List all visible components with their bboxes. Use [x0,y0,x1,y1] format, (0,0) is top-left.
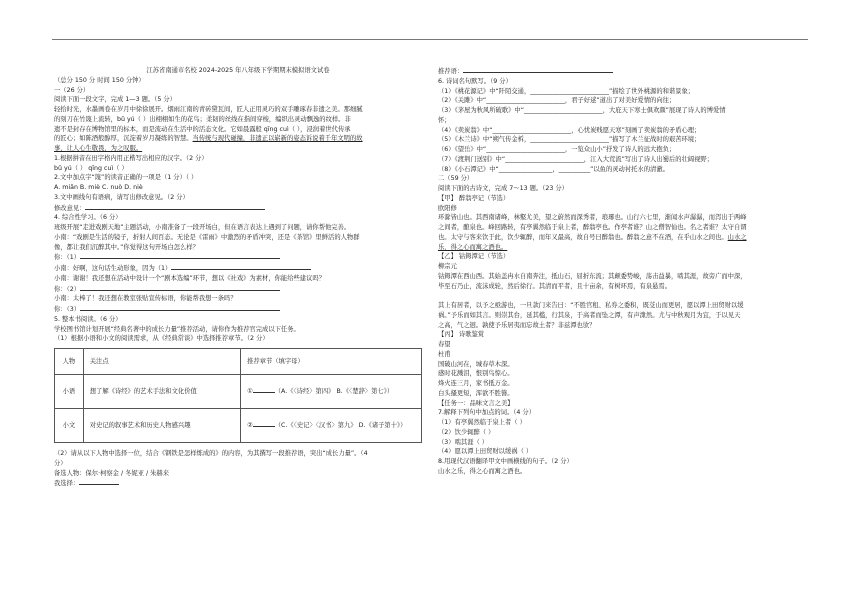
underlined-sentence-end: 事，让人心生敬畏，为之叹服。 [54,145,143,152]
text-yi-line: 其上有居者，以予之亟游也，一旦款门来告曰：“不胜官租、私券之委积，既芟山而更居，愿以潭上田贸财以缓 [438,302,744,309]
table-cell-person: 小语 [55,375,84,409]
text-yi-author: 柳宗元 [438,263,457,270]
question-6: 6. 诗词名句默写。（9 分） [438,77,512,85]
answer-label: 修改意见： [54,204,86,212]
right-column [438,66,808,477]
answer-label: 推荐语： [438,68,464,75]
answer-line [54,478,422,489]
passage-line: 遗不是封存在博物馆里的标本，而是流动在生活中的活态文化。它如晨露般 qīng cuì（ ），浸润着世代传承 [54,125,351,133]
text-jia-line: 之间者，酿泉也。峰回路转，有亭翼然临于泉上者，醉翁亭也。作亭者谁？山之僧智仙也。名之者谁？太守自谓 [438,224,747,231]
poem-author: 杜甫 [438,350,451,358]
question-4-text: 小南：“戏剧是生活的镜子，折射人间百态。无论是《雷雨》中激烈的矛盾冲突，还是《茶馆》里鲜活的人物群 [54,233,360,241]
question-8-sentence: 山水之乐，得之心而寓之酒也。 [438,467,527,475]
answer-blank[interactable] [171,263,311,270]
answer-line [438,66,808,77]
passage-line: 轻拾时光，水墨画卷在岁月中徐徐展开。烟雨江南的青砖黛瓦间，匠人正用灵巧的双手雕琢春非遗之美。那细腻 [54,106,363,113]
table-cell-focus: 想了解《诗经》的艺术手法和文化价值 [83,375,240,409]
answer-blank[interactable] [253,420,275,427]
section-one-heading: 一（26 分） [54,86,90,94]
question-4-text: 小南：太棒了！我还想在教室张贴宣传标语，你能帮我想一条吗？ [54,295,237,303]
exam-title: 江苏省南通市名校 2024-2025 年八年级下学期期末模拟语文试卷 [146,67,330,74]
answer-line [54,263,422,274]
poem-blank-line: （3）《茅屋为秋风所破歌》中“_________________________，大庇天下寒士俱欢颜”展现了诗人的博爱情 [438,107,726,114]
poem-blank-line: 怀； [438,116,451,124]
candidate-list: 备选人物：保尔·柯察金 / 冬妮亚 / 朱赫来 [54,469,170,477]
table-header: 人物 [55,349,84,375]
underlined-sentence: 当传统与现代碰撞，非遗正以崭新的姿态诉说着千年文明的故 [192,135,363,143]
chapter-options: （C.《〈史记〉〈汉书〉第九》 D.《诸子第十》） [274,422,407,430]
answer-blank[interactable] [85,203,265,210]
section-two-heading: 二（59 分） [438,175,474,183]
question-4-text: 像，都让我们沉醉其中。”你觉得这句开场白怎么样？ [54,243,199,251]
table-cell-chapter [241,375,422,409]
left-column [54,66,422,489]
score-info: （总分 150 分 时间 150 分钟） [54,76,145,84]
question-8: 8.用现代汉语翻译甲文中画横线的句子。（2 分） [438,458,573,465]
table-header: 关注点 [83,349,240,375]
poem-blank-line: （5）《木兰诗》中“朔气传金柝，_________________________”描写了木兰征战时的艰苦环境； [438,136,701,144]
question-4: 4. 综合性学习。（6 分） [54,214,122,222]
question-5-intro: 学校图书馆计划开展“经典名著中的成长力量”推荐活动，请你作为推荐官完成以下任务。 [54,325,300,333]
recommend-table [54,348,422,443]
answer-label: 你：（1） [54,254,81,262]
table-cell-chapter [241,409,422,443]
question-7: 7.解释下列句中加点的词。（4 分） [438,409,536,417]
answer-line [54,203,422,214]
answer-blank[interactable] [253,386,275,393]
question-4-text: 小南：好啊，这句话生动形象，因为（1） [54,265,172,272]
underlined-sentence-end: 乐，得之心而寓之酒也。 [438,243,508,251]
text-jia-author: 欧阳修 [438,204,457,212]
answer-label: 你：（2） [54,285,81,293]
text-yi-line: 之高，气之迥。孰使予乐居夷而忘故土者？非兹潭也欤？ [438,321,596,329]
question-1-pinyin: bǔ yú（ ） qīng cuì（ ） [54,164,128,172]
question-2-options: A. miǎn B. miè C. nuò D. niè [54,184,143,191]
answer-blank[interactable] [80,304,280,311]
text-jia-line [438,233,808,243]
poem-line: 感时花溅泪，恨别鸟惊心。 [438,370,514,378]
chapter-options: （A.《〈诗经〉第四》 B.《〈楚辞〉第七》） [274,388,394,396]
passage-line: 的刻刀在竹篾上流转，bǔ yú（ ）出栩栩如生的花鸟；柔韧的丝线在指间穿梭，编织出灵动飘逸的纹样。非 [54,115,351,123]
task-one-heading: 【任务一：品味文言之美】 [438,399,514,407]
answer-blank[interactable] [80,252,280,259]
answer-blank[interactable] [80,284,280,291]
text-yi-line: 钴鉧潭在西山西。其始盖冉水自南奔注，抵山石，屈折东流；其颠委势峻，荡击益暴，啮其涯，故旁广而中深， [438,272,747,280]
question-7-item: （1）有亭翼然临于泉上者（ ） [438,419,526,426]
blank-number: ② [247,422,253,430]
blank-number: ① [247,388,253,396]
text-yi-line: 毕至石乃止，流沫成轮，然后徐行。其清而平者，且十亩余，有树环焉，有泉悬焉。 [438,282,671,290]
poem-blank-line: （7）《渡荆门送别》中“_________________________，江入大荒流”写出了诗人出蜀后的壮阔视野； [438,155,713,163]
answer-blank[interactable] [79,478,119,485]
text-bing-label: 【丙】 诗歌鉴赏 [438,331,485,339]
table-row [55,375,422,409]
question-7-item: （3）啮其涯（ ） [438,438,489,446]
text-jia-text: 也。太守与客来饮于此，饮少辄醉，而年又最高，故自号曰醉翁也。醉翁之意不在酒，在乎山水之间也。 [438,233,728,241]
text-yi-gap [438,291,808,301]
text-yi-line: 祸。”予乐而如其言。则崇其台，延其槛，行其泉，于高者而坠之潭，有声潨然。尤与中秋观月为宜，于以见天 [438,311,741,319]
passage-line [54,134,422,144]
poem-blank-line: （2）《关雎》中“_________________________，君子好逑”道出了对美好爱情的向往； [438,97,676,105]
poem-blank-line: （1）《桃花源记》中“阡陌交通，_________________________”描绘了世外桃源的和谐景象； [438,87,695,95]
poem-blank-line: （8）《小石潭记》中“_________________，__________”以鱼的灵动衬托水的清澈。 [438,165,669,173]
answer-blank[interactable] [463,66,613,73]
answer-label: 你：（3） [54,306,81,313]
question-5-sub2: 分） [54,459,67,467]
poem-blank-line: （6）《望岳》中“_________________________，一览众山小”抒发了诗人的远大抱负； [438,146,676,153]
reading-intro: 阅读下面的古诗文，完成 7～13 题。（23 分） [438,185,568,192]
text-yi-label: 【乙】 钴鉧潭记（节选） [438,253,510,261]
question-4-text: 小南：谢谢！我还想在活动中设计一个“剧本选编”环节，想以《社戏》为素材，你能给些建议吗？ [54,274,325,282]
poem-line: 白头搔更短，浑欲不胜簪。 [438,389,514,397]
question-2: 2.文中加点字“篾”的读音正确的一项是（1 分）（ ） [54,174,198,182]
question-5: 5. 整本书阅读。（6 分） [54,315,122,323]
answer-line [54,284,422,295]
question-5-sub2: （2）请从以下人物中选择一位，结合《钢铁是怎样炼成的》的内容，为其撰写一段推荐语，突出“成长力量”。（4 [54,450,368,457]
poem-line: 国破山河在，城春草木深。 [438,360,514,368]
top-rule [52,39,808,40]
passage-line [54,144,422,154]
poem-title: 春望 [438,341,451,348]
reading-intro: 阅读下面一段文字，完成 1—3 题。（5 分） [54,96,176,104]
question-3: 3.文中画线句有语病，请写出修改意见。（2 分） [54,193,189,201]
table-cell-focus: 对史记的叙事艺术和历史人物感兴趣 [83,409,240,443]
text-jia-line: 环滁皆山也。其西南诸峰，林壑尤美，望之蔚然而深秀者，琅琊也。山行六七里，渐闻水声潺潺，而泻出于两峰 [438,214,747,222]
question-7-item: （2）饮少辄醉（ ） [438,428,495,436]
question-4-text: 班级开展“走进戏剧天地”主题活动，小南准备了一段开场白，但在语言表达上遇到了问题，请你帮他完善。 [54,224,351,231]
table-header: 推荐章节（填字母） [241,349,422,375]
question-5-sub1: （1）根据小语和小文的阅读需求，从《经典常谈》中选择推荐章节。（2 分） [54,335,269,343]
answer-line [54,304,422,315]
answer-label: 我选择： [54,480,80,488]
table-row [55,409,422,443]
table-cell-person: 小文 [55,409,84,443]
text-jia-line [438,243,808,253]
underlined-sentence: 山水之 [727,233,747,241]
answer-line [54,252,422,263]
poem-blank-line: （4）《卖炭翁》中“_________________________，心忧炭贱愿天寒”刻画了卖炭翁的矛盾心理； [438,126,701,134]
passage-text: 的匠心；如陈酒般醇厚，沉淀着岁月凝练的智慧。 [54,135,193,143]
text-jia-label: 【甲】 醉翁亭记（节选） [438,194,510,202]
question-1: 1.根据拼音在田字格内用正楷写出相应的汉字。（2 分） [54,154,208,162]
poem-line: 烽火连三月，家书抵万金。 [438,380,514,387]
question-7-item: （4）愿以潭上田贸财以缓祸（ ） [438,448,533,456]
